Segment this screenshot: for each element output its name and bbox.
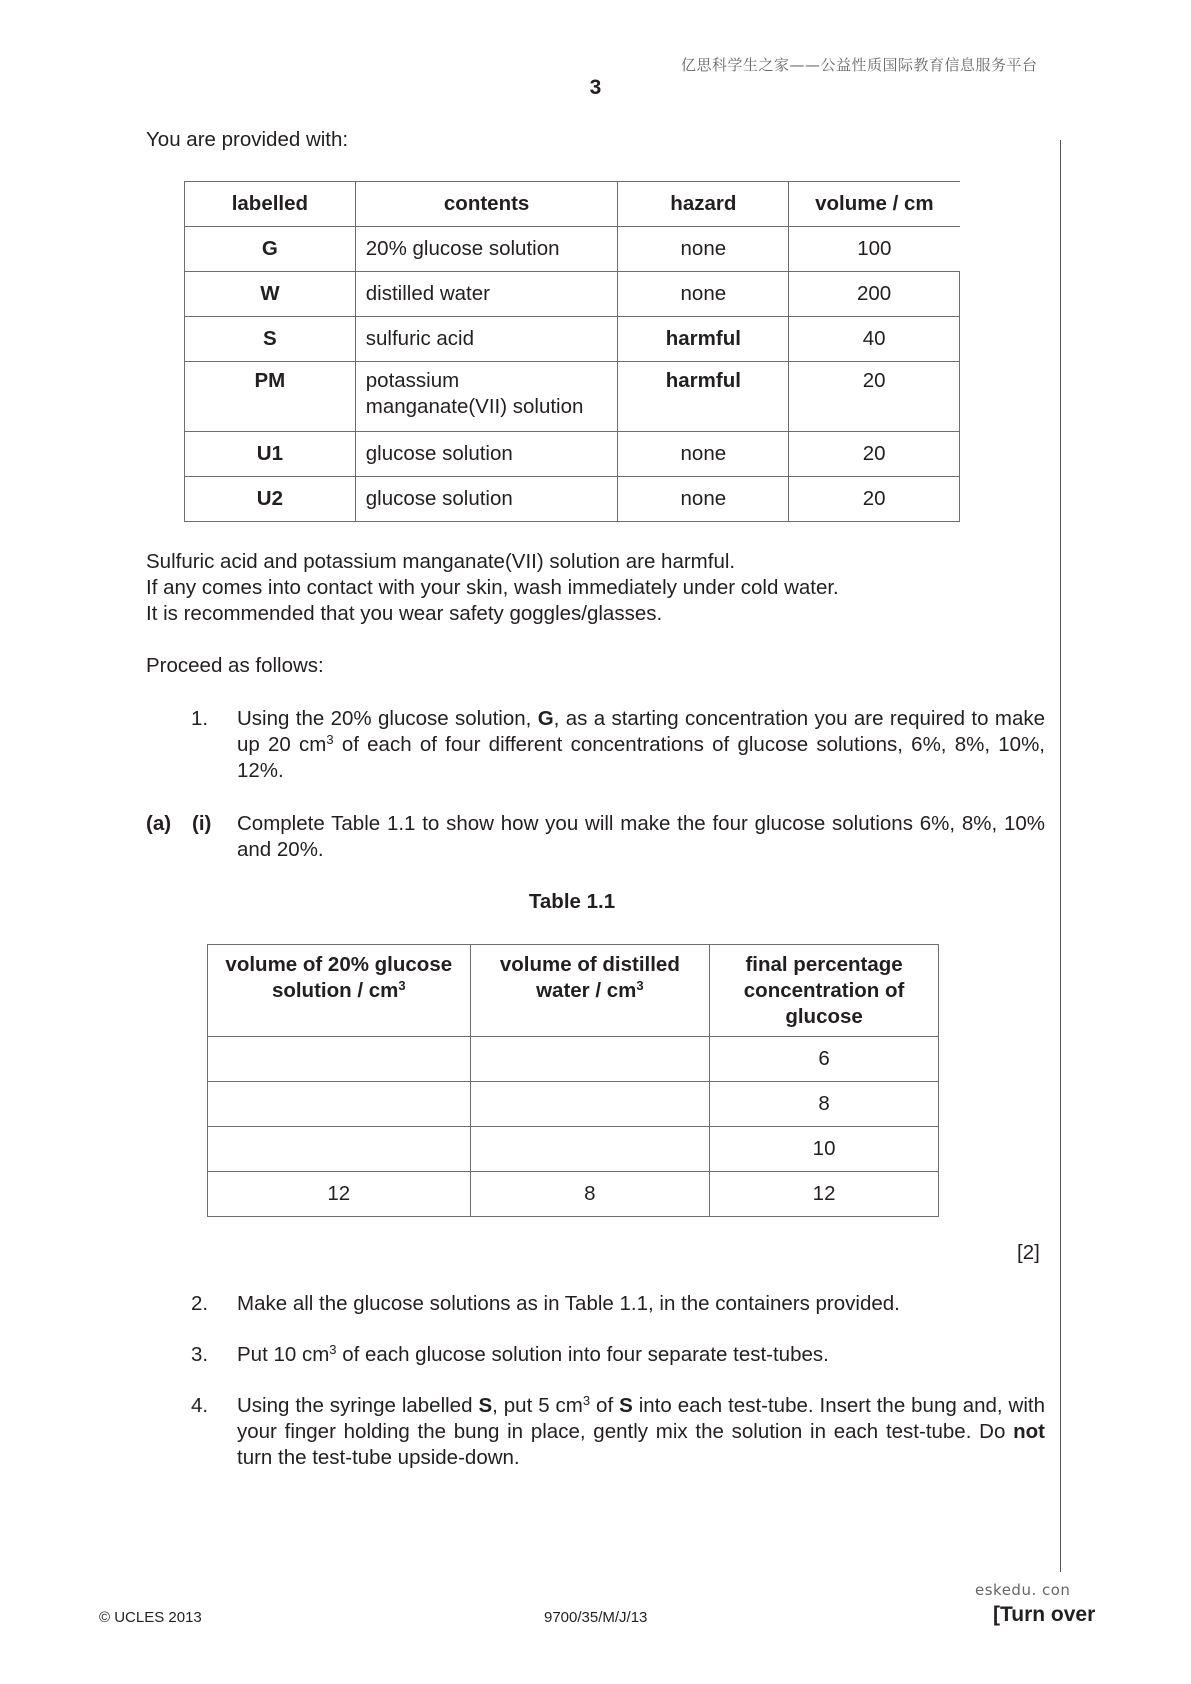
cell-final: 12 — [710, 1172, 939, 1217]
step-bold: S — [478, 1394, 493, 1417]
cell-volume-20: 12 — [208, 1172, 471, 1217]
table-row — [208, 1082, 939, 1127]
margin-rule — [1060, 140, 1061, 1572]
step-text: of each glucose solution into four separate test-tubes. — [336, 1343, 829, 1366]
cell-volume: 20 — [789, 362, 960, 432]
header-final-percentage: final percentage concentration of glucose — [710, 945, 939, 1037]
cell-label: U2 — [185, 477, 356, 522]
header-labelled: labelled — [185, 182, 356, 227]
step-text: , put 5 cm — [492, 1394, 583, 1417]
step-number: 2. — [191, 1292, 209, 1315]
safety-line: It is recommended that you wear safety goggles/glasses. — [146, 602, 663, 625]
step-text: of — [590, 1394, 620, 1417]
marks: [2] — [1017, 1241, 1040, 1264]
step-bold: not — [1013, 1420, 1045, 1443]
cell-label: PM — [185, 362, 356, 432]
cell-volume: 20 — [789, 432, 960, 477]
table-header-row — [208, 945, 939, 1037]
step-number: 1. — [191, 707, 209, 730]
intro-text: You are provided with: — [146, 128, 349, 151]
safety-line: If any comes into contact with your skin, wash immediately under cold water. — [146, 576, 839, 599]
superscript: 3 — [398, 978, 406, 993]
watermark-text: 亿思科学生之家——公益性质国际教育信息服务平台 — [681, 56, 1038, 74]
page-number: 3 — [589, 76, 602, 99]
answer-cell-volume-20[interactable] — [208, 1082, 471, 1127]
cell-volume: 100 — [789, 227, 960, 272]
cell-contents: sulfuric acid — [355, 317, 618, 362]
cell-volume: 20 — [789, 477, 960, 522]
eskedu-watermark: eskedu. con — [975, 1581, 1071, 1599]
cell-contents: glucose solution — [355, 432, 618, 477]
step-2-text: Make all the glucose solutions as in Table 1.1, in the containers provided. — [237, 1292, 900, 1315]
header-volume-water — [470, 945, 710, 1037]
superscript: 3 — [326, 732, 334, 747]
step-text: , as a starting concentration you are required to make up 20 cm — [237, 707, 1046, 756]
cell-hazard: none — [618, 477, 789, 522]
question-subpart: (i) — [192, 812, 212, 835]
step-text: Put 10 cm — [237, 1343, 330, 1366]
step-4-text — [237, 1393, 1045, 1471]
copyright: © UCLES 2013 — [99, 1609, 202, 1626]
header-contents: contents — [355, 182, 618, 227]
step-text: Using the syringe labelled — [237, 1394, 479, 1417]
step-bold: G — [537, 707, 554, 730]
step-3-text — [237, 1342, 829, 1368]
safety-notice — [146, 549, 839, 627]
superscript: 3 — [329, 1342, 337, 1357]
step-number: 3. — [191, 1343, 209, 1366]
answer-cell-volume-water[interactable] — [470, 1082, 710, 1127]
question-part: (a) — [146, 812, 172, 835]
table-row — [185, 477, 960, 522]
table-row — [185, 272, 960, 317]
cell-label: S — [185, 317, 356, 362]
paper-code: 9700/35/M/J/13 — [544, 1609, 648, 1626]
step-1-text — [237, 706, 1045, 784]
header-text: volume of distilled water / cm — [499, 953, 680, 1002]
cell-contents: distilled water — [355, 272, 618, 317]
header-hazard: hazard — [618, 182, 789, 227]
cell-contents: 20% glucose solution — [355, 227, 618, 272]
cell-volume: 40 — [789, 317, 960, 362]
table-row — [208, 1037, 939, 1082]
cell-contents: glucose solution — [355, 477, 618, 522]
step-number: 4. — [191, 1394, 209, 1417]
table-row — [208, 1172, 939, 1217]
step-text: of each of four different concentrations of glucose solutions, 6%, 8%, 10%, 12%. — [237, 733, 1045, 782]
cell-label: W — [185, 272, 356, 317]
table-row — [185, 317, 960, 362]
table-row — [208, 1127, 939, 1172]
answer-cell-volume-water[interactable] — [470, 1127, 710, 1172]
proceed-text: Proceed as follows: — [146, 654, 324, 677]
question-text: Complete Table 1.1 to show how you will make the four glucose solutions 6%, 8%, 10% and 20%. — [237, 812, 1045, 861]
cell-contents-line1: potassium — [365, 369, 460, 392]
cell-contents-line2: manganate(VII) solution — [365, 395, 584, 418]
table-row — [185, 362, 960, 432]
cell-hazard: harmful — [618, 362, 789, 432]
step-bold: S — [619, 1394, 633, 1417]
cell-volume: 200 — [789, 272, 960, 317]
answer-cell-volume-20[interactable] — [208, 1037, 471, 1082]
table-row — [185, 432, 960, 477]
table-row — [185, 227, 960, 272]
answer-cell-volume-water[interactable] — [470, 1037, 710, 1082]
answer-cell-volume-20[interactable] — [208, 1127, 471, 1172]
cell-hazard: none — [618, 432, 789, 477]
cell-label: U1 — [185, 432, 356, 477]
superscript: 3 — [636, 978, 644, 993]
cell-final: 6 — [710, 1037, 939, 1082]
turn-over: [Turn over — [993, 1603, 1096, 1626]
safety-line: Sulfuric acid and potassium manganate(VII) solution are harmful. — [146, 550, 736, 573]
header-volume: volume / cm — [789, 182, 960, 227]
step-text: into each test-tube. Insert the bung and, with your finger holding the bung in place, gently mix the solution in each test-tube. Do — [237, 1394, 1045, 1443]
cell-hazard: none — [618, 272, 789, 317]
header-text: volume of 20% glucose solution / cm — [225, 953, 453, 1002]
cell-contents — [355, 362, 618, 432]
superscript: 3 — [582, 1393, 591, 1408]
cell-volume-water: 8 — [470, 1172, 710, 1217]
materials-header-row — [185, 182, 960, 227]
cell-hazard: none — [618, 227, 789, 272]
table-caption: Table 1.1 — [528, 890, 616, 913]
cell-hazard: harmful — [618, 317, 789, 362]
cell-final: 8 — [710, 1082, 939, 1127]
cell-label: G — [185, 227, 356, 272]
cell-final: 10 — [710, 1127, 939, 1172]
step-text: turn the test-tube upside-down. — [237, 1446, 520, 1469]
table-1-1 — [207, 944, 939, 1217]
step-text: Using the 20% glucose solution, — [237, 707, 538, 730]
materials-table — [184, 181, 960, 522]
header-volume-20 — [208, 945, 471, 1037]
